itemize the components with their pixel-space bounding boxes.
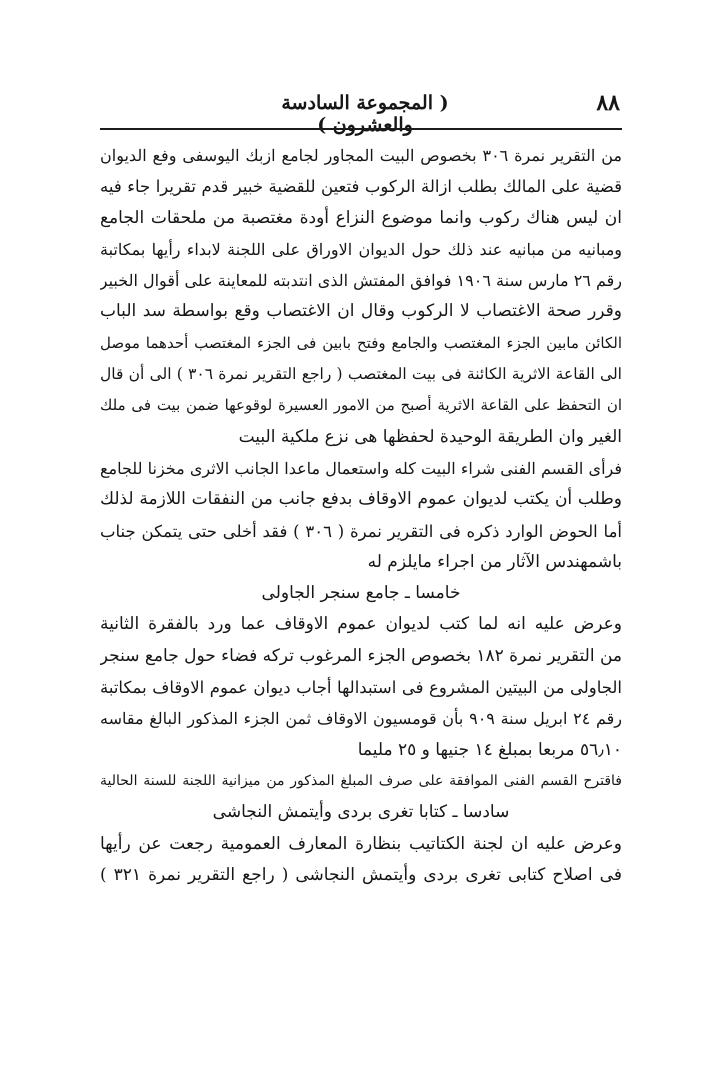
page-header bbox=[100, 86, 620, 136]
text-line: الجاولى من البيتين المشروع فى استبدالها أجاب ديوان عموم الاوقاف بمكاتبة bbox=[100, 678, 622, 698]
header-rule bbox=[100, 128, 622, 130]
text-line: وطلب أن يكتب لديوان عموم الاوقاف بدفع جانب من النفقات اللازمة لذلك bbox=[100, 489, 622, 510]
text-line: وعرض عليه ان لجنة الكتاتيب بنظارة المعارف العمومية رجعت عن رأيها bbox=[100, 833, 622, 854]
section-heading: سادسا ـ كتابا تغرى بردى وأيتمش النجاشى bbox=[212, 802, 510, 823]
text-line: ان التحفظ على القاعة الاثرية أصبح من الامور العسيرة لوقوعها ضمن بيت فى ملك bbox=[100, 396, 622, 415]
page-number: ٨٨ bbox=[596, 90, 620, 116]
text-line: وقرر صحة الاغتصاب لا الركوب وقال ان الاغتصاب وقع بواسطة سد الباب bbox=[100, 301, 622, 322]
text-line: فى اصلاح كتابى تغرى بردى وأيتمش النجاشى ( راجع التقرير نمرة ٣٢١ ) bbox=[100, 864, 622, 885]
text-line: قضية على المالك بطلب ازالة الركوب فتعين للقضية خبير قدم تقريرا جاء فيه bbox=[100, 177, 622, 197]
text-line: الغير وان الطريقة الوحيدة لحفظها هى نزع ملكية البيت bbox=[238, 426, 622, 447]
text-line: ٥٦٫١٠ مربعا بمبلغ ١٤ جنيها و ٢٥ مليما bbox=[357, 739, 622, 760]
text-line: وعرض عليه انه لما كتب لديوان عموم الاوقاف عما ورد بالفقرة الثانية bbox=[100, 614, 622, 635]
section-heading: خامسا ـ جامع سنجر الجاولى bbox=[261, 583, 461, 604]
text-line: رقم ٢٤ ابريل سنة ٩٠٩ بأن قومسيون الاوقاف ثمن الجزء المذكور البالغ مقاسه bbox=[100, 709, 622, 729]
text-line: أما الحوض الوارد ذكره فى التقرير نمرة ( ٣٠٦ ) فقد أخلى حتى يتمكن جناب bbox=[100, 521, 622, 541]
text-body bbox=[100, 140, 622, 891]
text-line: ان ليس هناك ركوب وانما موضوع النزاع أودة مغتصبة من ملحقات الجامع bbox=[100, 207, 622, 228]
text-line: الى القاعة الاثرية الكائنة فى بيت المغتصب ( راجع التقرير نمرة ٣٠٦ ) الى أن قال bbox=[100, 365, 622, 384]
text-line: فاقترح القسم الفنى الموافقة على صرف المبلغ المذكور من ميزانية اللجنة للسنة الحالية bbox=[100, 772, 622, 789]
text-line: فرأى القسم الفنى شراء البيت كله واستعمال ماعدا الجانب الاثرى مخزنا للجامع bbox=[100, 458, 622, 478]
text-line: الكائن مابين الجزء المغتصب والجامع وفتح بابين فى الجزء المغتصب أحدهما موصل bbox=[100, 333, 622, 352]
text-line: رقم ٢٦ مارس سنة ١٩٠٦ فوافق المفتش الذى انتدبته للمعاينة على أقوال الخبير bbox=[100, 271, 622, 291]
text-line: من التقرير نمرة ١٨٢ بخصوص الجزء المرغوب تركه فضاء حول جامع سنجر bbox=[100, 645, 622, 666]
text-line: من التقرير نمرة ٣٠٦ بخصوص البيت المجاور لجامع ازبك اليوسفى وفع الديوان bbox=[100, 146, 622, 165]
text-line: ومبانيه من مبانيه عند ذلك حول الديوان الاوراق على اللجنة لابداء رأيها بمكاتبة bbox=[100, 239, 622, 259]
running-title: ( المجموعة السادسة والعشرون ) bbox=[281, 92, 449, 136]
text-line: باشمهندس الآثار من اجراء مايلزم له bbox=[367, 551, 622, 572]
